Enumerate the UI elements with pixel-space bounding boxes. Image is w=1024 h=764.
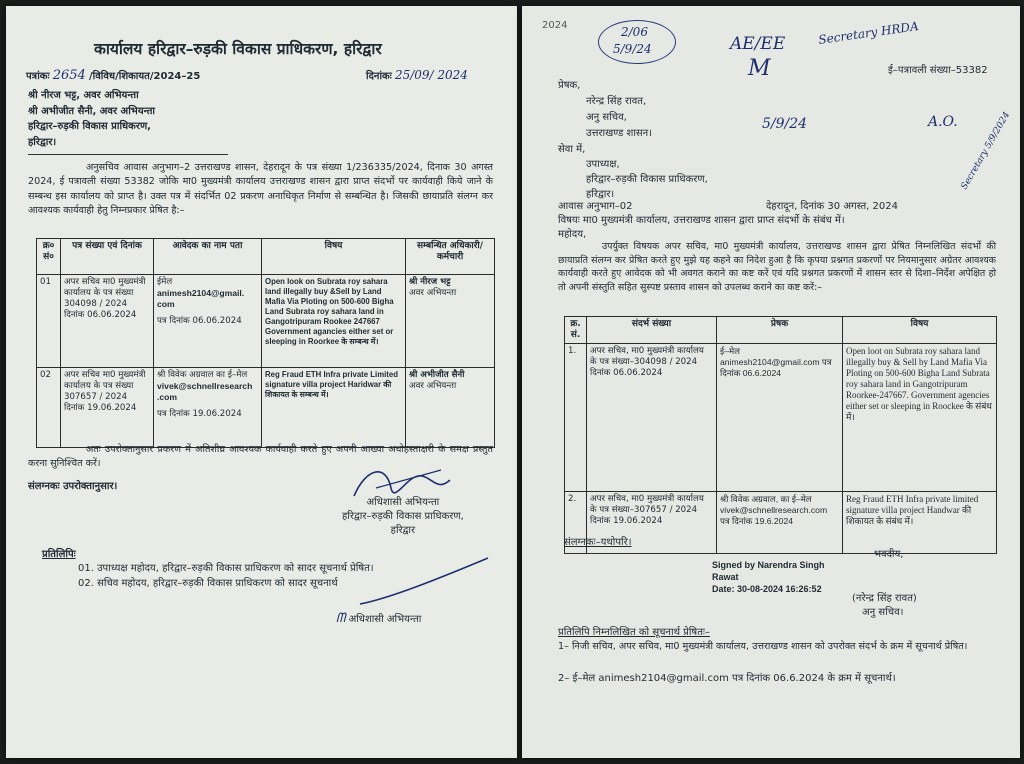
body-paragraph: उपर्युक्त विषयक अपर सचिव, मा0 मुख्यमंत्री कार्यालय, उत्तराखण्ड शासन द्वारा प्रेषित निम्नलिखित संदर्भो की छायाप्रति संलग्न कर प्रेषित करते हुए मुझे यह कहने का निदेश हुआ है कि कृपया प्रश्नगत प्रकरणों पर नियमानुसार अग्रेतर आवश्यक कार्यवाही करते हुए आवेदक को भी अवगत कराने का कष्ट करें एवं यदि प्रश्नगत प्रकरणों में शासन स्तर से दिशा–निर्देश अपेक्षित हो तो अपनी संस्तुति सहित सुस्पष्ट प्रस्ताव शासन को उपलब्ध कराने का कष्ट करें:– [558, 241, 996, 293]
signature-copy [356, 554, 496, 614]
file-number: ई–पत्रावली संख्या–53382 [888, 65, 988, 76]
table-header-row: क्र.सं. संदर्भ संख्या प्रेषक विषय [565, 317, 997, 344]
copy-item-1: 1– निजी सचिव, अपर सचिव, मा0 मुख्यमंत्री कार्यालय, उत्तराखण्ड शासन को उपरोक्त संदर्भ के क्रम में सूचनार्थ प्रेषित। [558, 641, 968, 652]
to-block: सेवा में, उपाध्यक्ष, हरिद्वार–रुड़की विकास प्राधिकरण, हरिद्वार। [558, 144, 708, 200]
ref-number: 2654 [52, 68, 86, 83]
signatory-block: अधिशासी अभियन्ता हरिद्वार–रुड़की विकास प्राधिकरण, हरिद्वार [342, 497, 464, 536]
references-table [36, 238, 495, 448]
recipient-block: श्री नीरज भट्ट, अवर अभियन्ता श्री अभीजीत सैनी, अवर अभियन्ता हरिद्वार–रुड़की विकास प्राधिकरण, हरिद्वार। [28, 90, 155, 148]
closing-paragraph: अतः उपरोक्तानुसार प्रकरण में अतिशीघ्र आवश्यक कार्यवाही करते हुए अपनी आख्या अधोहस्ताक्षरी के समक्ष प्रस्तुत करना सुनिश्चित करें। [28, 444, 493, 470]
top-mark: 2024 [542, 20, 568, 31]
reference-line: पत्रांकः 2654 /विविध/शिकायत/2024–25 [26, 68, 201, 83]
receipt-stamp: 2/06 5/9/24 [598, 20, 676, 64]
date-mark: 5/9/24 [762, 116, 808, 132]
digital-signature: Signed by Narendra Singh Rawat Date: 30-08-2024 16:26:52 [712, 560, 825, 594]
section-label: आवास अनुभाग–02 [558, 201, 633, 212]
table-row: 2. अपर सचिव, मा0 मुख्यमंत्री कार्यालय के पत्र संख्या–307657 / 2024 दिनांक 19.06.2024 श्री विवेक अग्रवाल, का ई–मेल vivek@schnellresearch.com पत्र दिनांक 19.6.2024 Reg Fraud ETH Infra private limited signature villa project Handwar की शिकायत के संबंध में। [565, 492, 997, 554]
sender-block: प्रेषक, नरेन्द्र सिंह रावत, अनु सचिव, उत्तराखण्ड शासन। [558, 80, 653, 139]
table-row: 02 अपर सचिव मा0 मुख्यमंत्री कार्यालय के पत्र संख्या 307657 / 2024 दिनांक 19.06.2024 श्री विवेक अग्रवाल का ई–मेल vivek@schnellresearch .com पत्र दिनांक 19.06.2024 Reg Fraud ETH Infra private Limited signature villa project Haridwar की शिकायत के सम्बन्ध में। श्री अभीजीत सैनी अवर अभियन्ता [37, 368, 495, 448]
divider [28, 154, 228, 155]
ae-ee-note: AE/EE [730, 34, 786, 54]
signatory-name: (नरेन्द्र सिंह रावत) [852, 593, 917, 604]
closing: भवदीय, [874, 549, 904, 560]
enclosure-note: संलग्नकः–यथोपरि। [564, 537, 632, 548]
initials-mark: M [748, 56, 771, 81]
place-date: देहरादून, दिनांक 30 अगस्त, 2024 [766, 201, 898, 212]
copy-list: 01. उपाध्यक्ष महोदय, हरिद्वार–रुड़की विकास प्राधिकरण को सादर सूचनार्थ प्रेषित। 02. सचिव महोदय, हरिद्वार–रुड़की विकास प्राधिकरण को सादर सूचनार्थ [78, 563, 374, 589]
copy-label: प्रतिलिपि निम्नलिखित को सूचनार्थ प्रेषितः– [558, 627, 710, 638]
subject-line: विषयः मा0 मुख्यमंत्री कार्यालय, उत्तराखण्ड शासन द्वारा प्राप्त संदर्भो के संबंध में। [558, 215, 845, 226]
left-letter-page [6, 6, 517, 758]
table-row: 1. अपर सचिव, मा0 मुख्यमंत्री कार्यालय के पत्र संख्या–304098 / 2024 दिनांक 06.06.2024 ई–मेल animesh2104@gmail.com पत्र दिनांक 06.6.2024 Open loot on Subrata roy sahara land illegally buy & Sell by Land Mafia Via Ploting on 500-600 Bigha Land Subrata roy sahara land in Gangotripuram Roorkee-247667. Government agencies either set or sleeping in Roockee के संबंध में। [565, 344, 997, 492]
office-title: कार्यालय हरिद्वार–रुड़की विकास प्राधिकरण, हरिद्वार [94, 40, 382, 58]
table-row: 01 अपर सचिव मा0 मुख्यमंत्री कार्यालय के पत्र संख्या 304098 / 2024 दिनांक 06.06.2024 ईमेल animesh2104@gmail. com पत्र दिनांक 06.06.2024 Open look on Subrata roy sahara land illegally buy &Sell by Land Mafia Via Ploting on 500-600 Bigha Land Subrata roy sahara land in Gangotripuram Rookee 247667 Government agancies either set or sleeping in Roorkee के सम्बन्ध में। श्री नीरज भट्ट अवर अभियन्ता [37, 275, 495, 368]
body-paragraph: अनुसचिव आवास अनुभाग–2 उत्तराखण्ड शासन, देहरादून के पत्र संख्या 1/236335/2024, दिनाक 30 अगस्त 2024, ई पत्रावली संख्या 53382 जोकि मा0 मुख्यमंत्री कार्यालय उत्तराखण्ड शासन द्वारा प्राप्त संदर्भो पर कार्यवाही किये जाने के सम्बन्ध इस कार्यालय को प्राप्त है। उक्त पत्र में संदर्भित 02 प्रकरण अनाधिकृत निर्माण से सम्बन्धित है। जिसकी छायाप्रति संलग्न कर आवश्यक कार्यवाही हेतु निम्नप्रकार प्रेषित है:– [28, 162, 493, 216]
corner-note: Secretary 5/9/2024 [959, 110, 1013, 192]
secretary-note: Secretary HRDA [817, 19, 920, 47]
date-line: दिनांकः 25/09/ 2024 [366, 68, 468, 82]
copy-item-2: 2– ई–मेल animesh2104@gmail.com पत्र दिनांक 06.6.2024 के क्रम में सूचनार्थ। [558, 673, 896, 684]
table-header-row: क्र० सं० पत्र संख्या एवं दिनांक आवेदक का नाम पता विषय सम्बन्धित अधिकारी/ कर्मचारी [37, 239, 495, 275]
signatory-title: अनु सचिव। [862, 607, 904, 618]
salutation: महोदय, [558, 229, 587, 240]
copy-label: प्रतिलिपिः [42, 549, 76, 560]
ao-mark: A.O. [928, 114, 958, 130]
references-table [564, 316, 997, 554]
enclosure-note: संलग्नकः उपरोक्तानुसार। [28, 481, 118, 492]
copy-signatory: ᗰ अधिशासी अभियन्ता [336, 611, 422, 626]
right-letter-page [522, 6, 1020, 758]
